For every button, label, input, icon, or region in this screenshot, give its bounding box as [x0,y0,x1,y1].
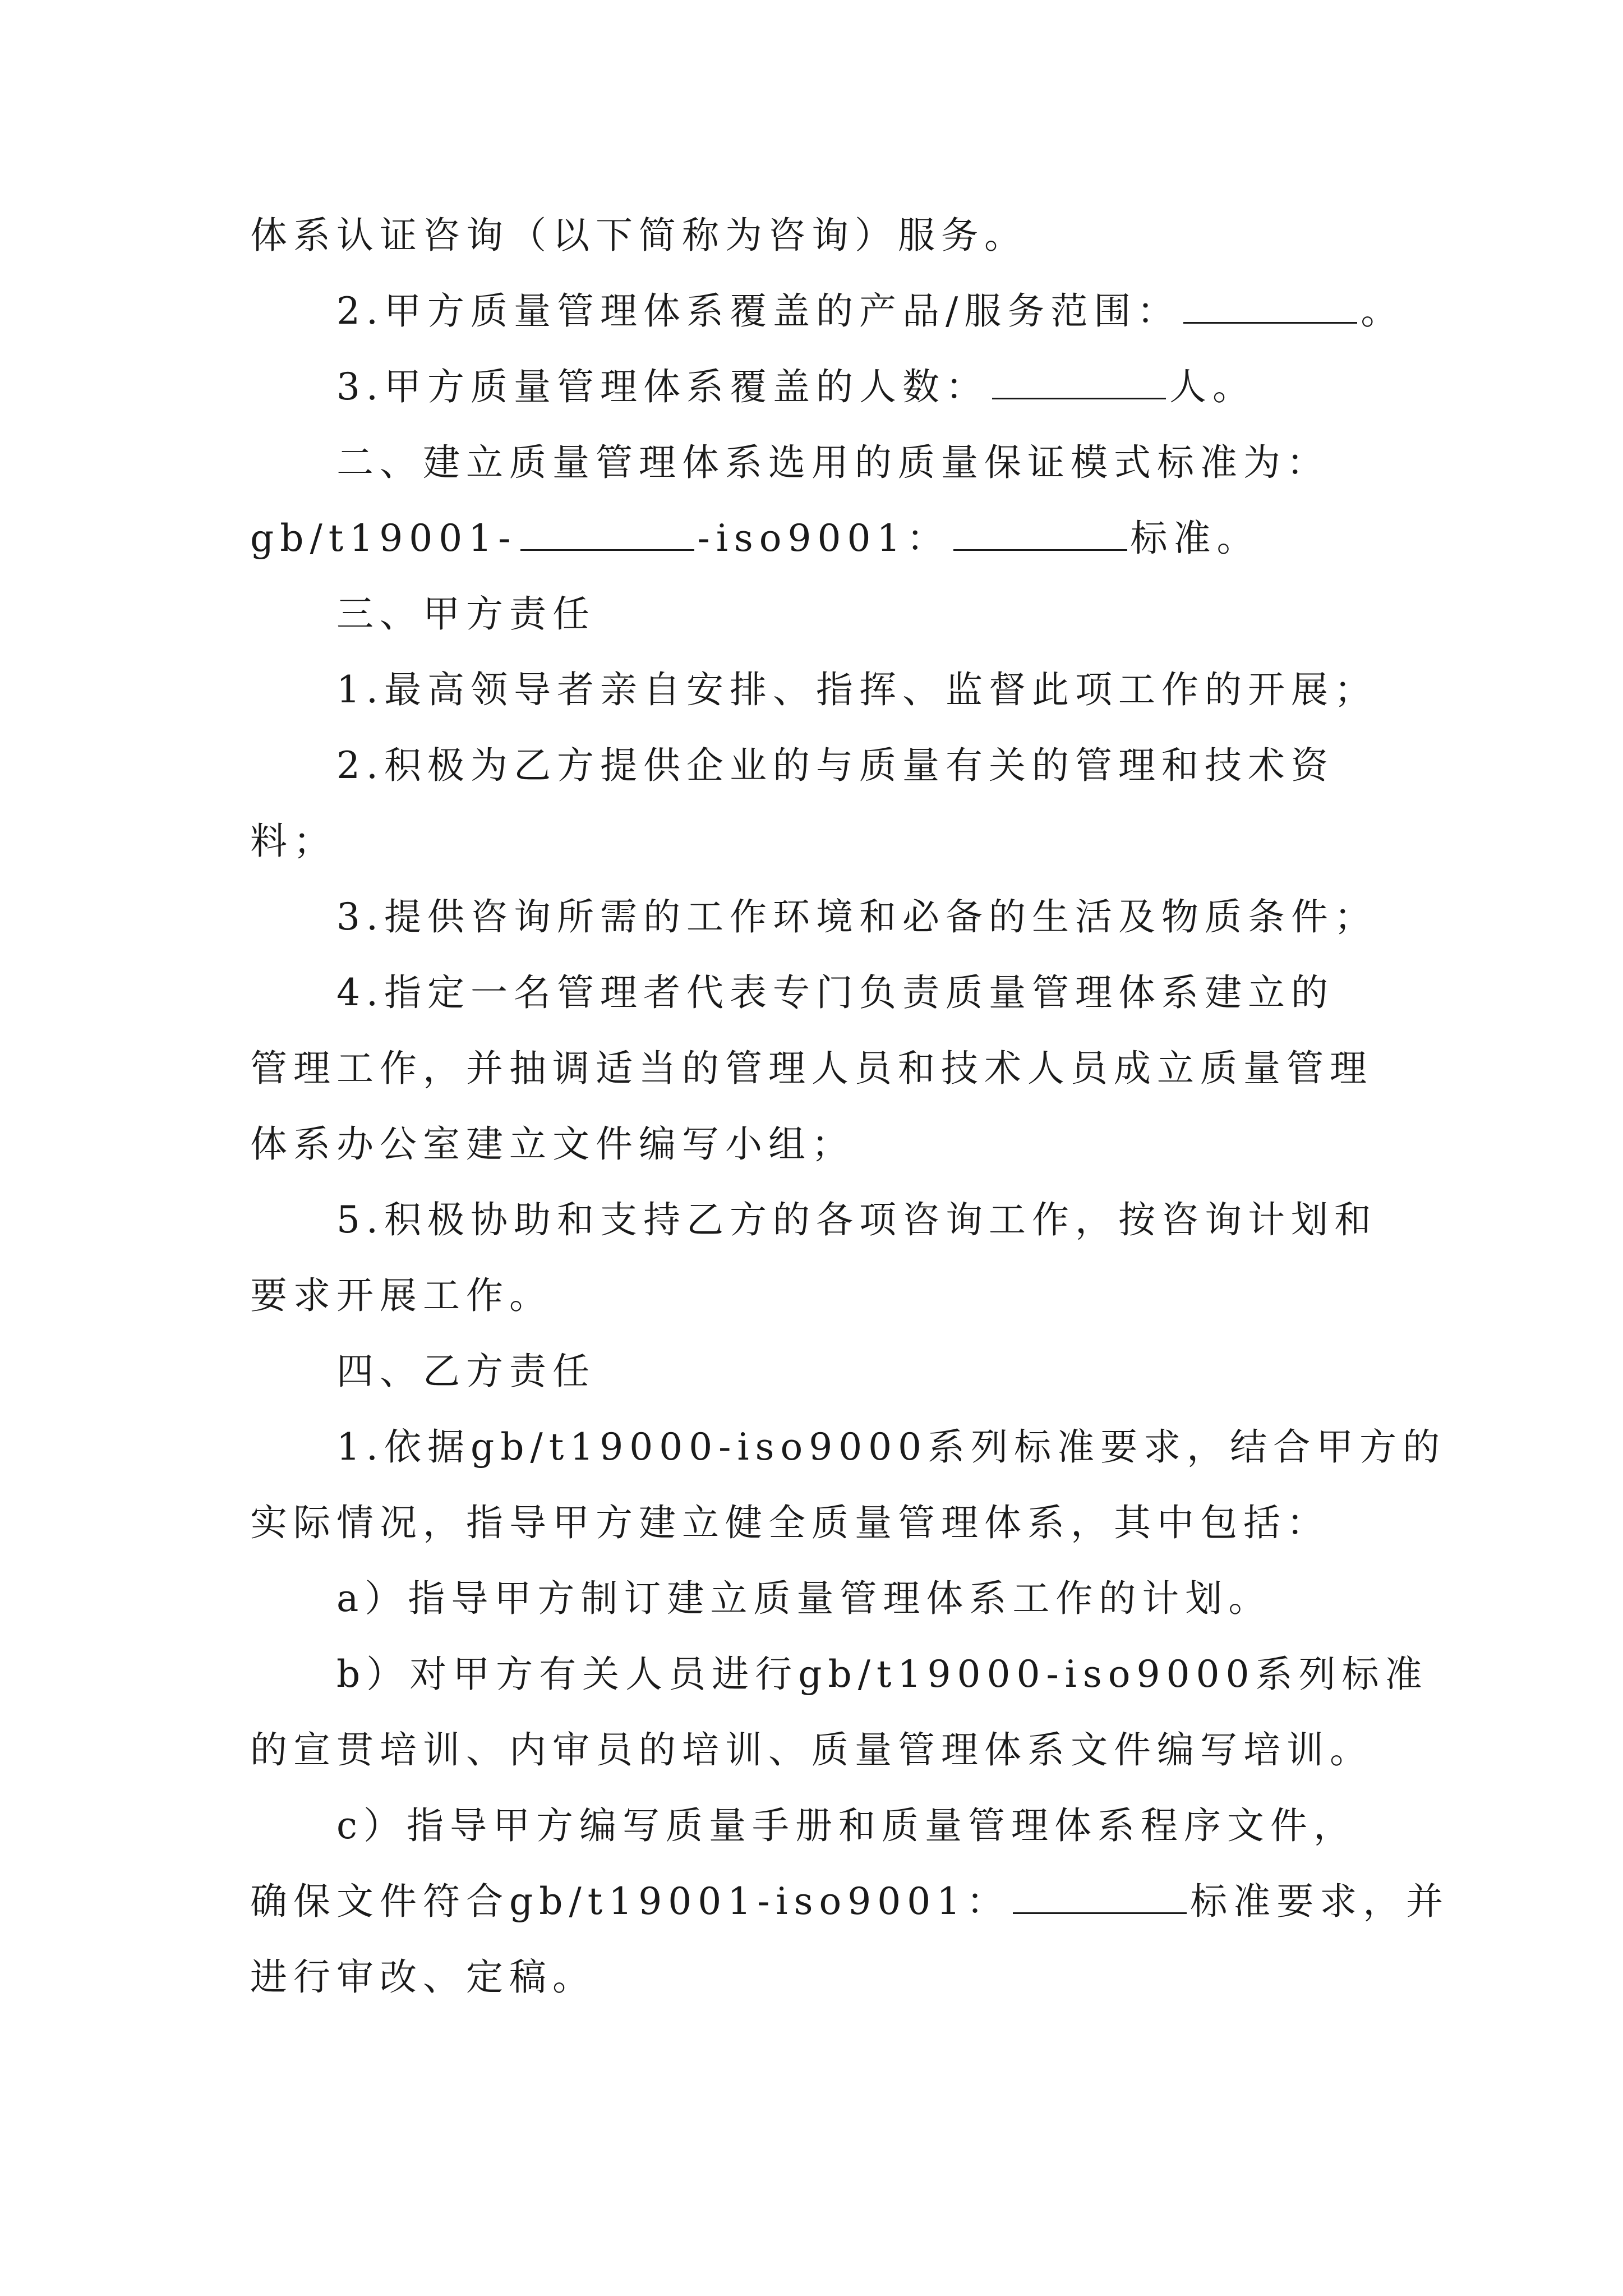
text-segment: 体系办公室建立文件编写小组； [250,1122,855,1166]
text-segment: 标准。 [1130,517,1260,560]
text-segment: 4.指定一名管理者代表专门负责质量管理体系建立的 [336,971,1334,1014]
section-heading: 二、建立质量管理体系选用的质量保证模式标准为： [336,441,1330,484]
text-segment: gb/t19001- [250,517,517,560]
section-heading: 三、甲方责任 [336,592,596,636]
text-segment: 5.积极协助和支持乙方的各项咨询工作，按咨询计划和 [336,1198,1377,1241]
text-segment: 进行审改、定稿。 [250,1955,596,1999]
text-segment: 要求开展工作。 [250,1274,552,1317]
text-segment: 确保文件符合gb/t19001-iso9001： [250,1880,1010,1923]
text-line-11 [336,970,1334,1015]
text-segment: 人。 [1169,365,1256,408]
section-heading: 四、乙方责任 [336,1350,596,1393]
text-line-8 [336,743,1334,788]
text-line-9 [250,819,336,864]
text-line-21 [250,1728,1373,1773]
text-segment: 2.甲方质量管理体系覆盖的产品/服务范围： [336,289,1181,333]
text-line-24 [250,1955,596,2000]
text-line-22 [336,1803,1357,1848]
text-line-16 [336,1349,596,1394]
text-segment: 标准要求，并 [1190,1880,1450,1923]
text-segment: 3.甲方质量管理体系覆盖的人数： [336,365,989,408]
text-segment: a）指导甲方制订建立质量管理体系工作的计划。 [336,1577,1272,1620]
text-segment: c）指导甲方编写质量手册和质量管理体系程序文件， [336,1804,1357,1847]
text-line-17 [336,1425,1446,1470]
text-line-12 [250,1046,1373,1091]
text-line-5 [250,516,1260,561]
text-line-13 [250,1122,855,1167]
text-line-23 [250,1879,1449,1924]
text-line-2 [336,289,1404,334]
text-segment: 管理工作，并抽调适当的管理人员和技术人员成立质量管理 [250,1047,1373,1090]
text-line-1 [250,213,1027,258]
text-segment: 2.积极为乙方提供企业的与质量有关的管理和技术资 [336,744,1334,787]
fill-in-blank [1013,1880,1187,1914]
fill-in-blank [953,517,1127,551]
text-line-10 [336,895,1377,940]
text-segment: 。 [1361,289,1404,333]
text-segment: 料； [250,820,336,863]
text-line-19 [336,1576,1271,1621]
text-segment: 1.最高领导者亲自安排、指挥、监督此项工作的开展； [336,668,1377,711]
text-line-18 [250,1501,1330,1545]
fill-in-blank [992,365,1166,399]
fill-in-blank [1183,289,1357,324]
text-line-15 [250,1273,552,1318]
text-line-4 [336,440,1330,485]
text-segment: 实际情况，指导甲方建立健全质量管理体系，其中包括： [250,1501,1330,1544]
text-segment: 3.提供咨询所需的工作环境和必备的生活及物质条件； [336,895,1377,938]
text-segment: 的宣贯培训、内审员的培训、质量管理体系文件编写培训。 [250,1728,1373,1772]
text-line-3 [336,365,1256,409]
text-line-7 [336,668,1377,712]
text-segment: -iso9001： [697,517,950,560]
text-segment: 体系认证咨询（以下简称为咨询）服务。 [250,214,1027,257]
text-line-14 [336,1198,1377,1243]
text-line-20 [336,1652,1428,1697]
text-segment: 1.依据gb/t19000-iso9000系列标准要求，结合甲方的 [336,1425,1446,1469]
text-segment: b）对甲方有关人员进行gb/t19000-iso9000系列标准 [336,1653,1428,1696]
fill-in-blank [520,517,694,551]
text-line-6 [336,592,596,637]
